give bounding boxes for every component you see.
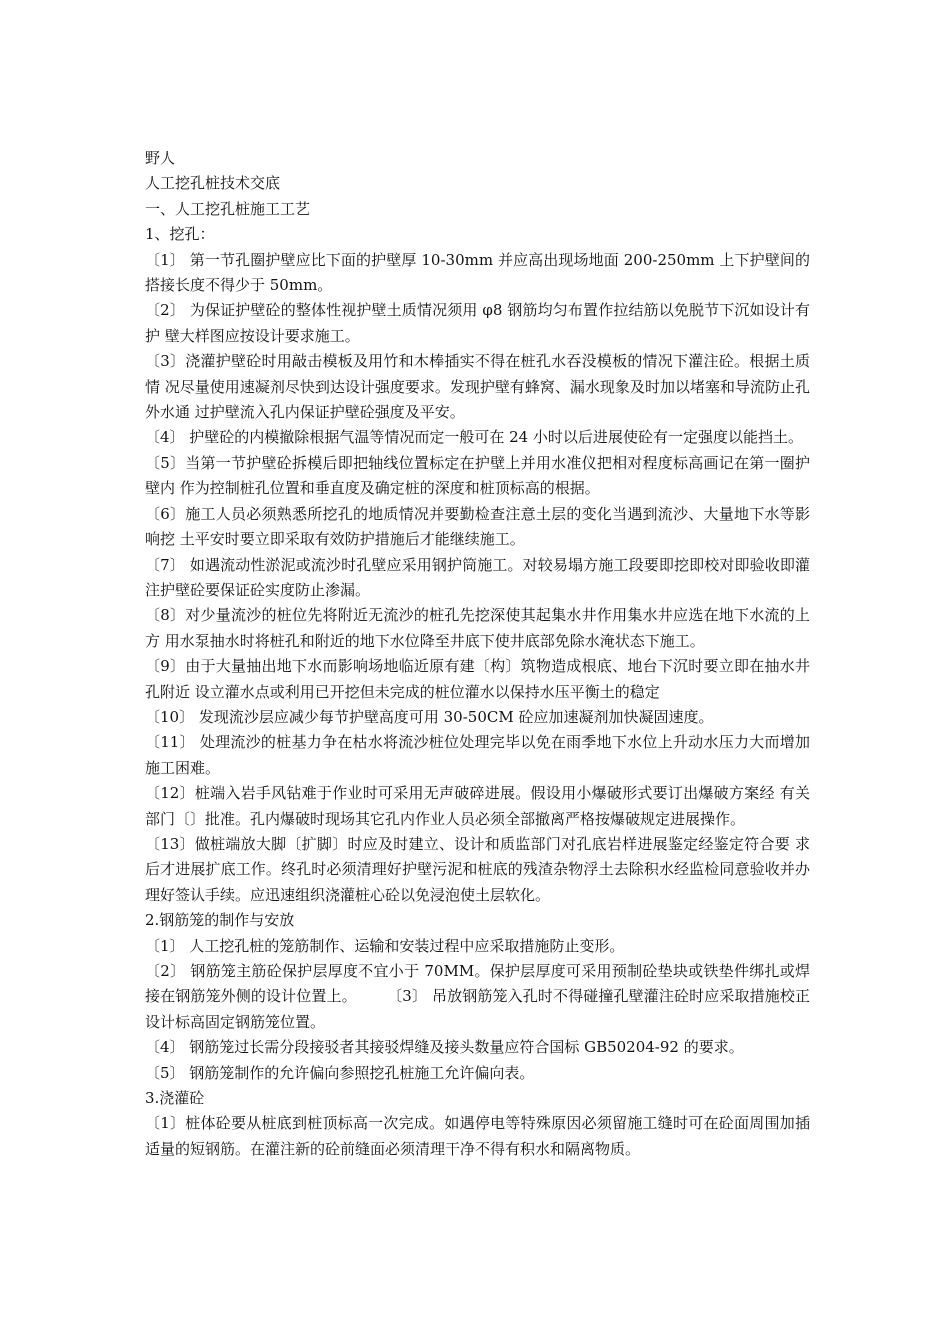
section-heading: 一、人工挖孔桩施工工艺 xyxy=(145,199,311,218)
paragraph: 〔6〕施工人员必须熟悉所挖孔的地质情况并要勤检查注意土层的变化当遇到流沙、大量地下水等影响挖 土平安时要立即采取有效防护措施后才能继续施工。 xyxy=(145,504,810,549)
paragraph: 〔10〕 发现流沙层应减少每节护壁高度可用 30-50CM 砼应加速凝剂加快凝固速度。 xyxy=(145,707,714,726)
paragraph: 〔12〕桩端入岩手风钻难于作业时可采用无声破碎进展。假设用小爆破形式要订出爆破方案经 有关部门〔〕批准。孔内爆破时现场其它孔内作业人员必须全部撤离严格按爆破规定进展操作。 xyxy=(145,784,810,828)
paragraph: 〔7〕 如遇流动性淤泥或流沙时孔壁应采用钢护筒施工。对较易塌方施工段要即挖即校对即验收即灌 注护壁砼要保证砼实度防止渗漏。 xyxy=(145,555,810,599)
subsection-heading: 1、挖孔： xyxy=(145,225,215,244)
paragraph: 〔9〕由于大量抽出地下水而影响场地临近原有建〔构〕筑物造成根底、地台下沉时要立即在抽水井孔附近 设立灌水点或利用已开挖但未完成的桩位灌水以保持水压平衡土的稳定 xyxy=(145,657,810,701)
paragraph: 〔4〕 钢筋笼过长需分段接驳者其接驳焊缝及接头数量应符合国标 GB50204-92 的要求。 xyxy=(145,1038,744,1057)
paragraph: 〔5〕当第一节护壁砼拆模后即把轴线位置标定在护壁上并用水准仪把相对程度标高画记在第一圈护壁内 作为控制桩孔位置和垂直度及确定桩的深度和桩顶标高的根据。 xyxy=(145,453,810,498)
paragraph: 〔5〕 钢筋笼制作的允许偏向参照挖孔桩施工允许偏向表。 xyxy=(145,1063,535,1082)
paragraph: 〔3〕浇灌护壁砼时用敲击模板及用竹和木棒插实不得在桩孔水吞没模板的情况下灌注砼。根据土质情 况尽量使用速凝剂尽快到达设计强度要求。发现护壁有蜂窝、漏水现象及时加以堵塞和导流防止孔外水通 过护壁流入孔内保证护壁砼强度及平安。 xyxy=(145,352,810,422)
paragraph: 〔1〕 人工挖孔桩的笼筋制作、运输和安装过程中应采取措施防止变形。 xyxy=(145,936,625,955)
document-title: 人工挖孔桩技术交底 xyxy=(145,174,281,193)
paragraph: 〔1〕桩体砼要从桩底到桩顶标高一次完成。如遇停电等特殊原因必须留施工缝时可在砼面周围加插适量的短钢筋。在灌注新的砼前缝面必须清理干净不得有积水和隔离物质。 xyxy=(145,1114,810,1158)
paragraph: 〔11〕 处理流沙的桩基力争在枯水将流沙桩位处理完毕以免在雨季地下水位上升动水压力大而增加 施工困难。 xyxy=(145,733,810,777)
paragraph: 〔2〕 钢筋笼主筋砼保护层厚度不宜小于 70MM。保护层厚度可采用预制砼垫块或铁垫件绑扎或焊接在钢筋笼外侧的设计位置上。 〔3〕 吊放钢筋笼入孔时不得碰撞孔壁灌注砼时应采取措施校正设计标高固定钢筋笼位置。 xyxy=(145,962,810,1031)
paragraph: 〔8〕对少量流沙的桩位先将附近无流沙的桩孔先挖深使其起集水井作用集水井应选在地下水流的上方 用水泵抽水时将桩孔和附近的地下水位降至井底下使井底部免除水淹状态下施工。 xyxy=(145,606,810,650)
subsection-heading: 3.浇灌砼 xyxy=(145,1089,205,1108)
subsection-heading: 2.钢筋笼的制作与安放 xyxy=(145,911,295,930)
document-header: 野人 xyxy=(145,149,176,167)
paragraph: 〔2〕 为保证护壁砼的整体性视护壁土质情况须用 φ8 钢筋均匀布置作拉结筋以免脱节下沉如设计有护 壁大样图应按设计要求施工。 xyxy=(145,301,810,345)
document-page xyxy=(145,146,810,1162)
paragraph: 〔1〕 第一节孔圈护壁应比下面的护壁厚 10-30mm 并应高出现场地面 200-250mm 上下护壁间的搭接长度不得少于 50mm。 xyxy=(145,250,810,295)
paragraph: 〔4〕 护壁砼的内模撤除根据气温等情况而定一般可在 24 小时以后进展使砼有一定强度以能挡土。 xyxy=(145,428,803,447)
paragraph: 〔13〕做桩端放大脚〔扩脚〕时应及时建立、设计和质监部门对孔底岩样进展鉴定经鉴定符合要 求后才进展扩底工作。终孔时必须清理好护壁污泥和桩底的残渣杂物浮土去除积水经监检同意验收并办 理好签认手续。应迅速组织浇灌桩心砼以免浸泡使土层软化。 xyxy=(145,834,810,904)
